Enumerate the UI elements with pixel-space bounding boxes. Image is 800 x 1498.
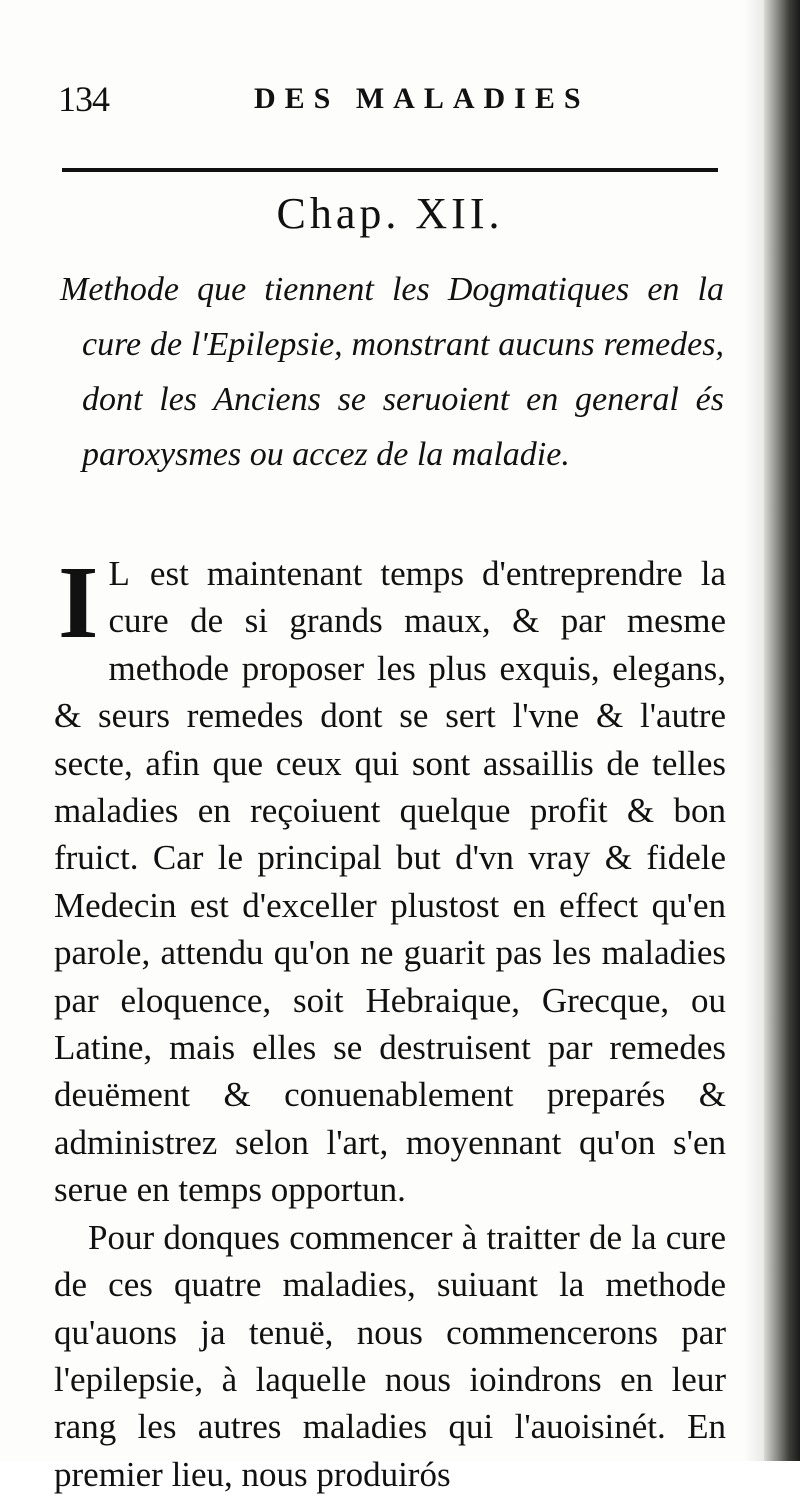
running-title: DES MALADIES	[254, 82, 590, 115]
paragraph-1	[54, 545, 726, 1214]
header-rule	[62, 168, 718, 172]
running-head	[58, 72, 718, 122]
first-word: L	[108, 554, 132, 593]
binding-shadow	[744, 0, 764, 1461]
chapter-summary: Methode que tiennent les Dogmatiques en la cure de l'Epilepsie, monstrant aucuns remedes, dont les Anciens se seruoient en general és paroxysmes ou accez de la maladie.	[60, 271, 724, 473]
chapter-heading: Chap. XII.	[276, 189, 504, 238]
paragraph-2: Pour donques commencer à traitter de la cure de ces quatre maladies, suiuant la methode qu'auons ja tenuë, nous commencerons par l'epilepsie, à laquelle nous ioindrons en leur rang les autres maladies qui l'auoisinét. En premier lieu, nous produirós	[54, 1217, 726, 1494]
page-edge	[764, 0, 800, 1461]
body-text	[54, 545, 726, 1498]
paragraph-1-text: est maintenant temps d'entreprendre la cure de si grands maux, & par mesme methode proposer les plus exquis, elegans, & seurs remedes dont se sert l'vne & l'autre secte, afin que ceux qui sont assaillis de telles maladies en reçoiuent quelque profit & bon fruict. Car le principal but d'vn vray & fidele Medecin est d'exceller plustost en effect qu'en parole, attendu qu'on ne guarit pas les maladies par eloquence, soit Hebraique, Grecque, ou Latine, mais elles se destruisent par remedes deuëment & conuenablement preparés & administrez selon l'art, moyennant qu'on s'en serue en temps opportun.	[54, 554, 726, 1210]
drop-cap: I	[58, 545, 99, 660]
page-number: 134	[58, 79, 109, 119]
